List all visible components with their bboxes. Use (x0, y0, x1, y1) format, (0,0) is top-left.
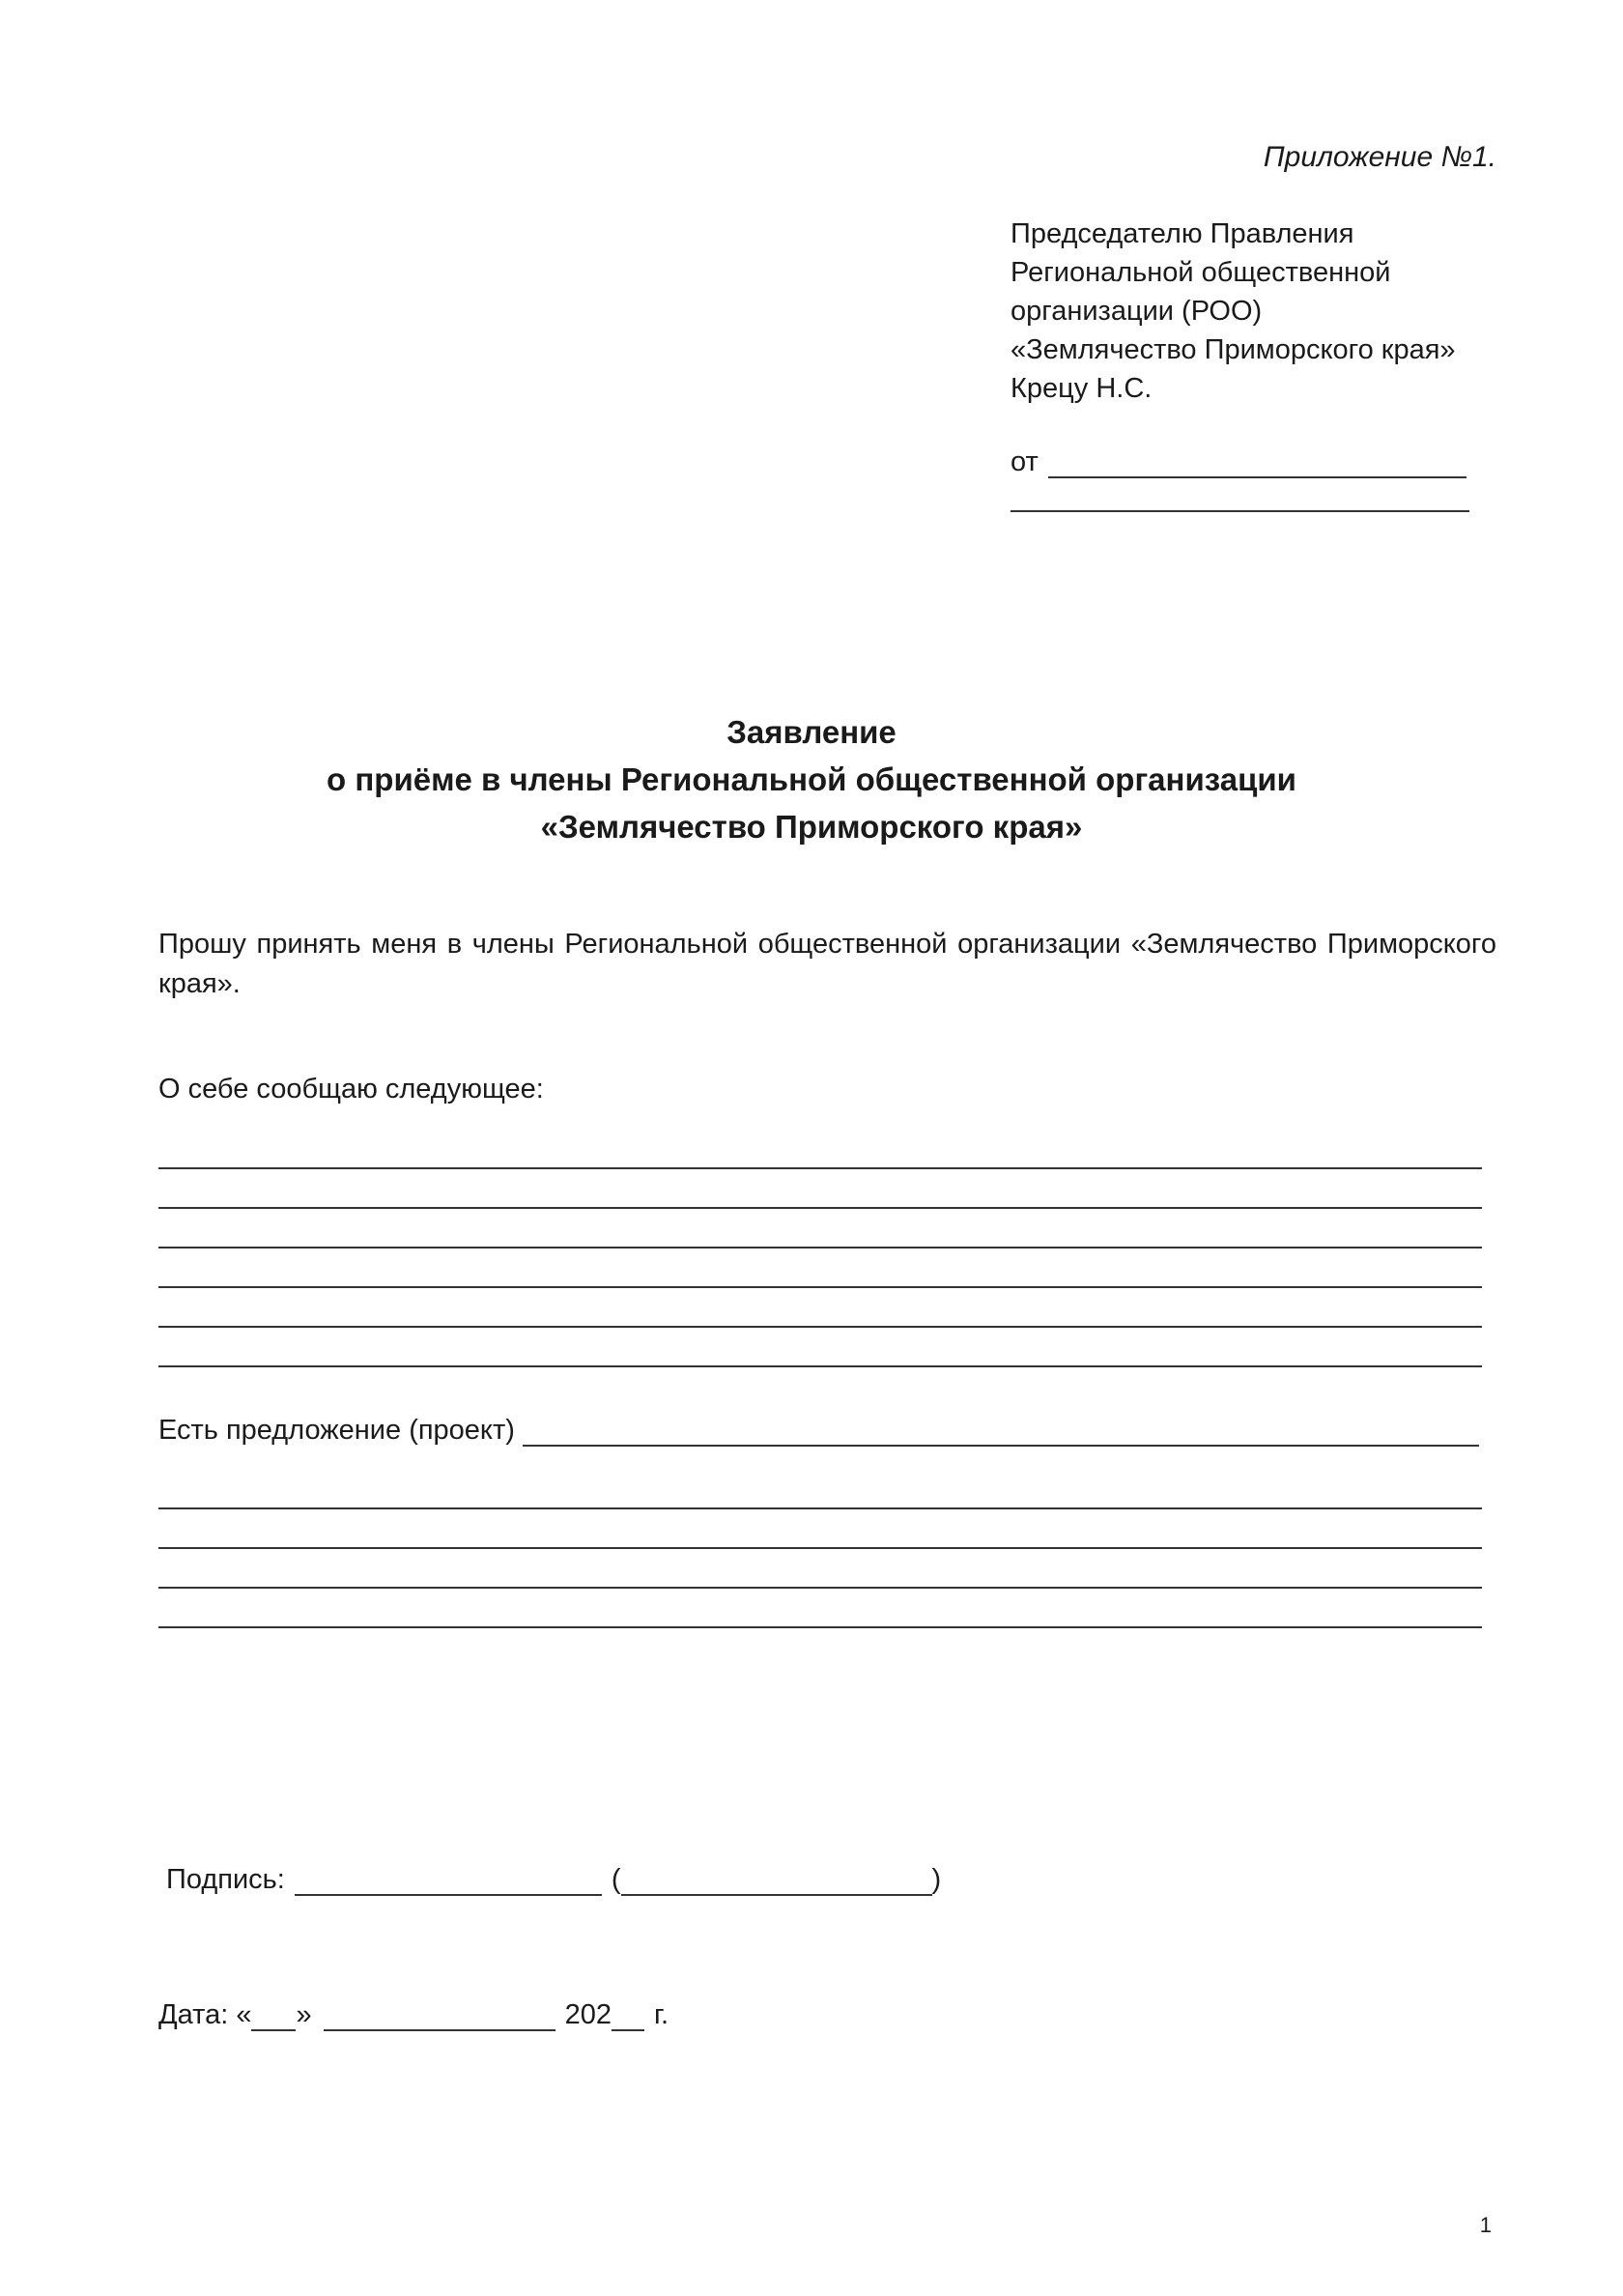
proposal-line-2[interactable] (158, 1547, 1482, 1549)
about-line-3[interactable] (158, 1247, 1482, 1248)
addressee-line-4: «Землячество Приморского края» (1011, 334, 1456, 365)
proposal-label: Есть предложение (проект) (158, 1415, 515, 1446)
from-label: от (1011, 446, 1039, 477)
about-line-6[interactable] (158, 1365, 1482, 1367)
about-line-2[interactable] (158, 1207, 1482, 1209)
signature-label: Подпись: (166, 1864, 285, 1895)
signature-open-paren: ( (611, 1864, 621, 1895)
date-year-suffix: г. (654, 1999, 669, 2030)
about-line-1[interactable] (158, 1167, 1482, 1169)
addressee-line-5: Крецу Н.С. (1011, 373, 1153, 404)
from-row (1011, 446, 1466, 478)
signature-field[interactable] (295, 1865, 602, 1896)
title-line-1: Заявление (726, 714, 897, 750)
title-line-3: «Землячество Приморского края» (540, 809, 1083, 845)
proposal-line-1[interactable] (158, 1507, 1482, 1509)
request-paragraph: Прошу принять меня в члены Региональной общественной организации «Землячество Приморского края». (158, 929, 1496, 999)
document-title (0, 708, 1623, 850)
date-year-prefix: 202 (564, 1999, 612, 2030)
signature-close-paren: ) (931, 1864, 942, 1895)
appendix-label: Приложение №1. (1263, 141, 1496, 173)
addressee-line-1: Председателю Правления (1011, 218, 1354, 249)
addressee-line-3: организации (РОО) (1011, 296, 1263, 327)
about-label: О себе сообщаю следующее: (158, 1074, 544, 1105)
title-line-2: о приёме в члены Региональной общественной организации (327, 761, 1296, 797)
date-label: Дата: « (158, 1999, 252, 2030)
date-month-field[interactable] (324, 2000, 555, 2031)
date-year-field[interactable] (612, 2000, 644, 2031)
page-number: 1 (1479, 2213, 1492, 2237)
signature-row (166, 1864, 941, 1896)
about-line-5[interactable] (158, 1326, 1482, 1328)
addressee-block (1011, 215, 1456, 408)
date-row (158, 1999, 669, 2031)
date-day-field[interactable] (251, 2000, 296, 2031)
proposal-row (158, 1415, 1479, 1447)
proposal-line-4[interactable] (158, 1626, 1482, 1628)
date-close-quote: » (296, 1999, 312, 2030)
addressee-line-2: Региональной общественной (1011, 257, 1391, 288)
signature-name-field[interactable] (621, 1865, 932, 1896)
about-line-4[interactable] (158, 1286, 1482, 1288)
from-name-field-line-2[interactable] (1011, 510, 1469, 512)
from-name-field[interactable] (1048, 447, 1466, 478)
proposal-line-3[interactable] (158, 1587, 1482, 1589)
proposal-field[interactable] (523, 1416, 1479, 1447)
